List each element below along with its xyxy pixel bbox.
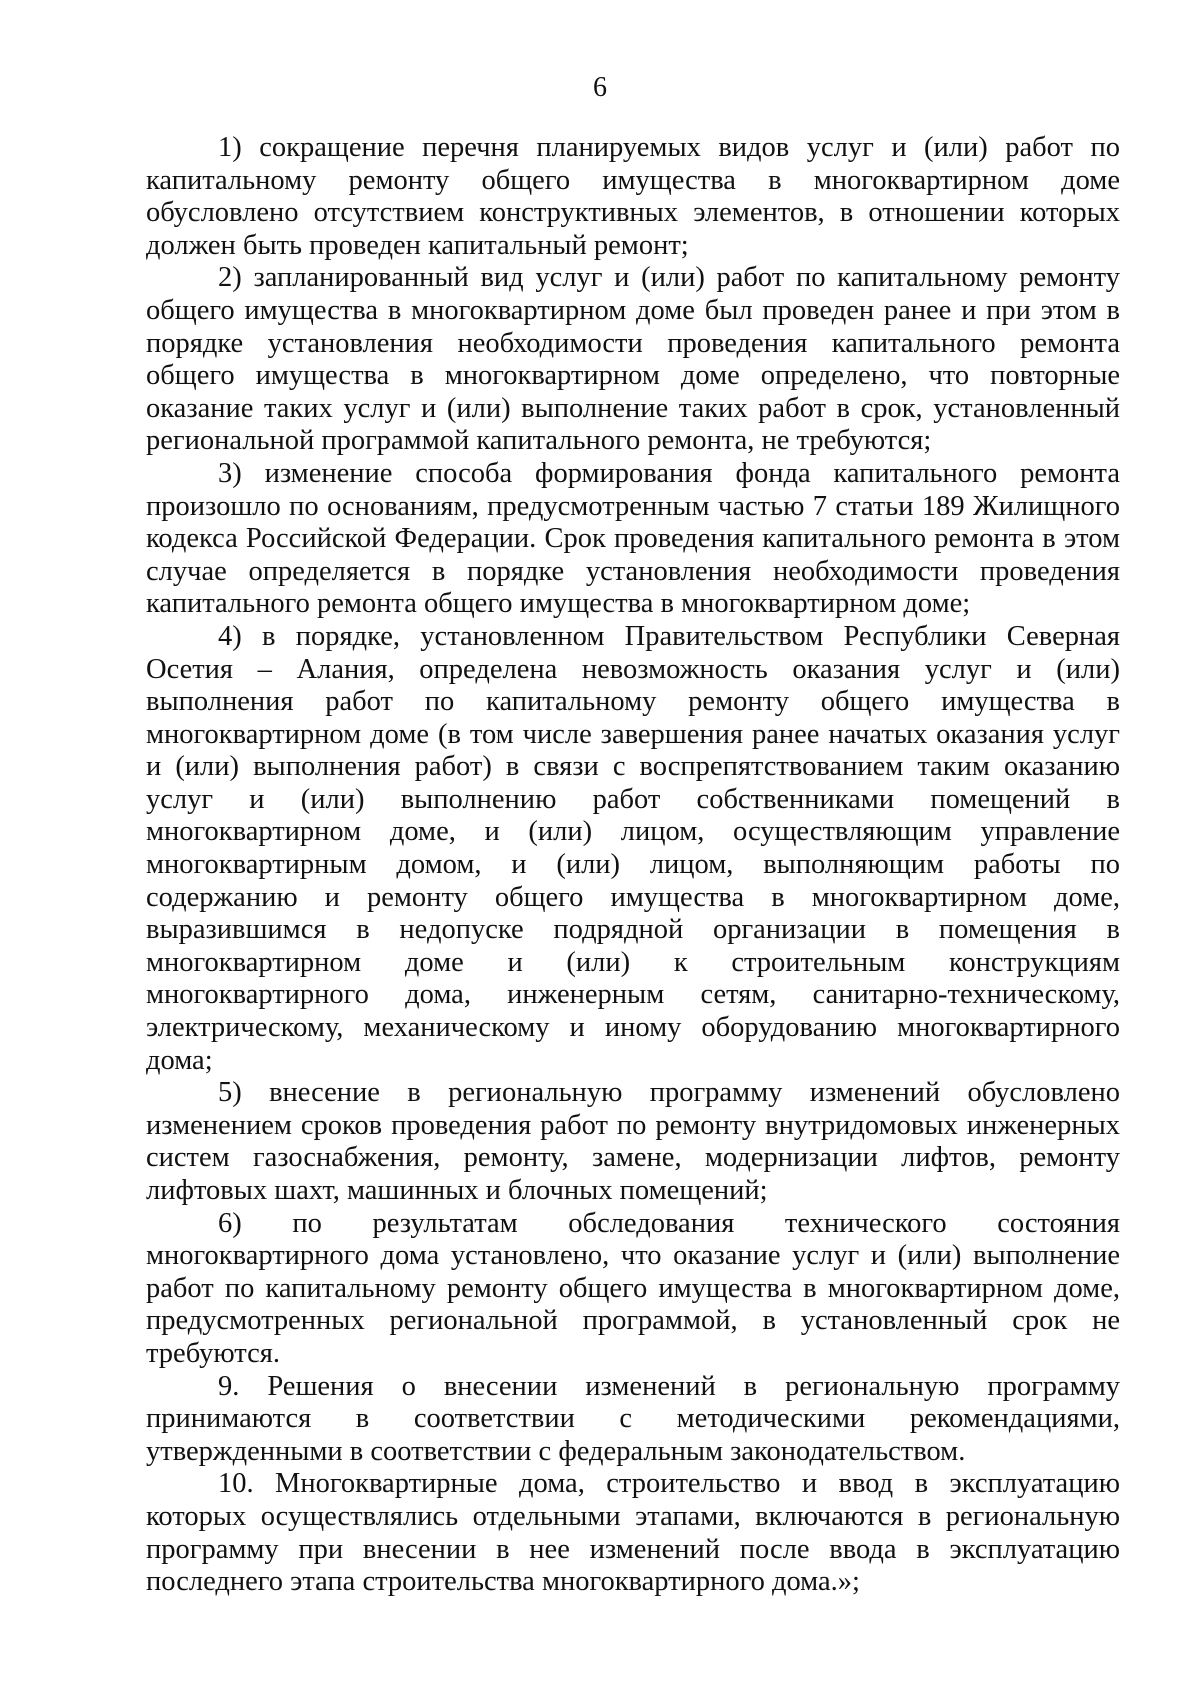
- paragraph-item-6: 6) по результатам обследования технического состояния многоквартирного дома установлено, что оказание услуг и (или) выполнение работ по капитальному ремонту общего имущества в многоквартирном доме, предусмотренных региональной программой, в установленный срок не требуются.: [146, 1207, 1120, 1369]
- paragraph-clause-10: 10. Многоквартирные дома, строительство и ввод в эксплуатацию которых осуществлялись отдельными этапами, включаются в региональную программу при внесении в нее изменений после ввода в эксплуатацию последнего этапа строительства многоквартирного дома.»;: [146, 1468, 1120, 1598]
- page-number: 6: [593, 72, 607, 103]
- paragraph-item-3: 3) изменение способа формирования фонда капитального ремонта произошло по основаниям, предусмотренным частью 7 статьи 189 Жилищного кодекса Российской Федерации. Срок проведения капитального ремонта в этом случае определяется в порядке установления необходимости проведения капитального ремонта общего имущества в многоквартирном доме;: [146, 457, 1120, 620]
- paragraph-item-2: 2) запланированный вид услуг и (или) работ по капитальному ремонту общего имущества в многоквартирном доме был проведен ранее и при этом в порядке установления необходимости проведения капитального ремонта общего имущества в многоквартирном доме определено, что повторные оказание таких услуг и (или) выполнение таких работ в срок, установленный региональной программой капитального ремонта, не требуются;: [146, 262, 1120, 457]
- paragraph-item-1: 1) сокращение перечня планируемых видов услуг и (или) работ по капитальному ремонту общего имущества в многоквартирном доме обусловлено отсутствием конструктивных элементов, в отношении которых должен быть проведен капитальный ремонт;: [146, 132, 1120, 261]
- paragraph-item-4: 4) в порядке, установленном Правительством Республики Северная Осетия – Алания, определена невозможность оказания услуг и (или) выполнения работ по капитальному ремонту общего имущества в многоквартирном доме (в том числе завершения ранее начатых оказания услуг и (или) выполнения работ) в связи с воспрепятствованием таким оказанию услуг и (или) выполнению работ собственниками помещений в многоквартирном доме, и (или) лицом, осуществляющим управление многоквартирным домом, и (или) лицом, выполняющим работы по содержанию и ремонту общего имущества в многоквартирном доме, выразившимся в недопуске подрядной организации в помещения в многоквартирном доме и (или) к строительным конструкциям многоквартирного дома, инженерным сетям, санитарно-техническому, электрическому, механическому и иному оборудованию многоквартирного дома;: [146, 620, 1120, 1076]
- paragraph-item-5: 5) внесение в региональную программу изменений обусловлено изменением сроков проведения работ по ремонту внутридомовых инженерных систем газоснабжения, ремонту, замене, модернизации лифтов, ремонту лифтовых шахт, машинных и блочных помещений;: [146, 1077, 1120, 1206]
- paragraph-clause-9: 9. Решения о внесении изменений в региональную программу принимаются в соответствии с методическими рекомендациями, утвержденными в соответствии с федеральным законодательством.: [146, 1370, 1120, 1467]
- document-body: [146, 132, 1120, 1599]
